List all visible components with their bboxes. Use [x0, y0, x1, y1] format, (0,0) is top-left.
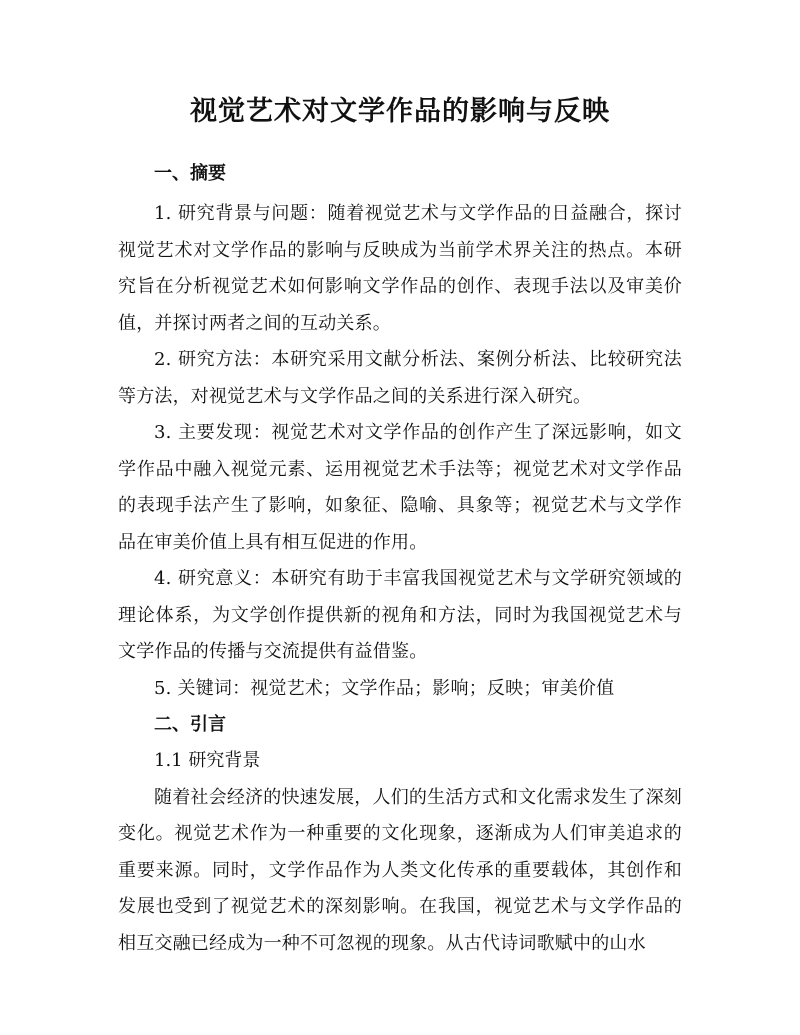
abstract-paragraph-findings: 3. 主要发现：视觉艺术对文学作品的创作产生了深远影响，如文学作品中融入视觉元素、运用视觉艺术手法等；视觉艺术对文学作品的表现手法产生了影响，如象征、隐喻、具象等；视觉艺术与文学作品在审美价值上具有相互促进的作用。 — [118, 422, 682, 553]
document-title: 视觉艺术对文学作品的影响与反映 — [190, 96, 610, 127]
abstract-paragraph-keywords: 5. 关键词：视觉艺术；文学作品；影响；反映；审美价值 — [154, 677, 615, 699]
subsection-heading-background: 1.1 研究背景 — [154, 750, 261, 771]
abstract-paragraph-background: 1. 研究背景与问题：随着视觉艺术与文学作品的日益融合，探讨视觉艺术对文学作品的影响与反映成为当前学术界关注的热点。本研究旨在分析视觉艺术如何影响文学作品的创作、表现手法以及审美价值，并探讨两者之间的互动关系。 — [118, 203, 682, 334]
section-abstract — [118, 156, 682, 707]
abstract-paragraph-significance: 4. 研究意义：本研究有助于丰富我国视觉艺术与文学研究领域的理论体系，为文学创作提供新的视角和方法，同时为我国视觉艺术与文学作品的传播与交流提供有益借鉴。 — [118, 568, 682, 662]
section-heading-introduction: 二、引言 — [154, 714, 226, 735]
section-introduction — [118, 707, 682, 962]
introduction-paragraph: 随着社会经济的快速发展，人们的生活方式和文化需求发生了深刻变化。视觉艺术作为一种重要的文化现象，逐渐成为人们审美追求的重要来源。同时，文学作品作为人类文化传承的重要载体，其创作和发展也受到了视觉艺术的深刻影响。在我国，视觉艺术与文学作品的相互交融已经成为一种不可忽视的现象。从古代诗词歌赋中的山水 — [118, 786, 682, 954]
abstract-paragraph-methods: 2. 研究方法：本研究采用文献分析法、案例分析法、比较研究法等方法，对视觉艺术与文学作品之间的关系进行深入研究。 — [118, 349, 682, 407]
section-heading-abstract: 一、摘要 — [154, 163, 226, 184]
